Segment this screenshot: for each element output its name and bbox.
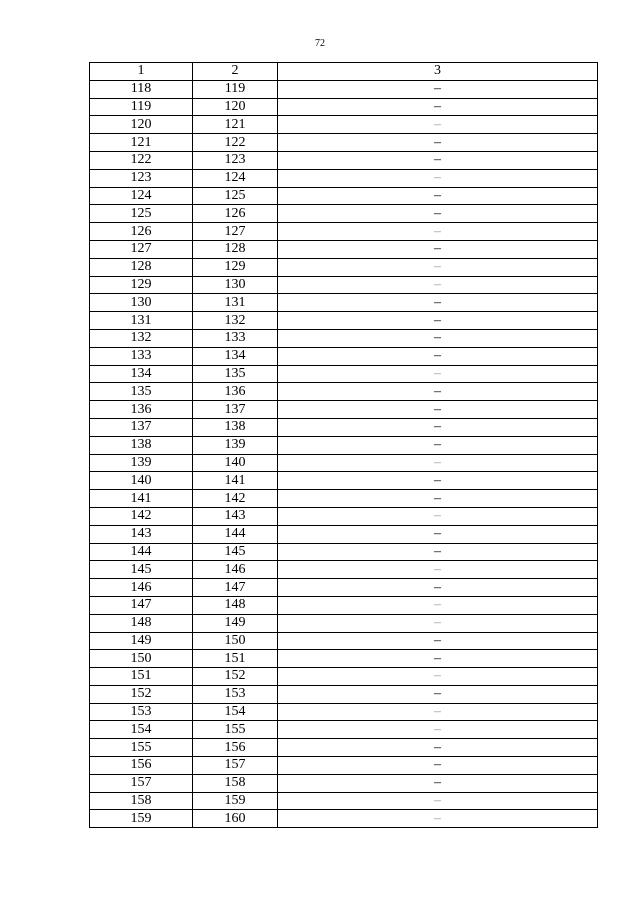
cell-col3: – xyxy=(278,543,598,561)
table-row xyxy=(90,454,598,472)
cell-col2: 135 xyxy=(193,365,278,383)
table-row xyxy=(90,258,598,276)
table-row xyxy=(90,792,598,810)
cell-col1: 130 xyxy=(90,294,193,312)
cell-col2: 132 xyxy=(193,312,278,330)
cell-col2: 144 xyxy=(193,525,278,543)
table-row xyxy=(90,134,598,152)
cell-col1: 142 xyxy=(90,507,193,525)
cell-col1: 141 xyxy=(90,490,193,508)
table-row xyxy=(90,721,598,739)
cell-col3: – xyxy=(278,579,598,597)
cell-col1: 139 xyxy=(90,454,193,472)
cell-col1: 147 xyxy=(90,596,193,614)
table-row xyxy=(90,668,598,686)
cell-col3: – xyxy=(278,98,598,116)
cell-col3: – xyxy=(278,614,598,632)
cell-col3: – xyxy=(278,151,598,169)
cell-col3: – xyxy=(278,223,598,241)
cell-col3: – xyxy=(278,632,598,650)
cell-col2: 155 xyxy=(193,721,278,739)
cell-col3: – xyxy=(278,365,598,383)
column-header-2: 2 xyxy=(193,63,278,81)
cell-col3: – xyxy=(278,240,598,258)
cell-col1: 150 xyxy=(90,650,193,668)
table-row xyxy=(90,418,598,436)
table-row xyxy=(90,347,598,365)
cell-col2: 154 xyxy=(193,703,278,721)
table-row xyxy=(90,276,598,294)
cell-col1: 123 xyxy=(90,169,193,187)
cell-col3: – xyxy=(278,401,598,419)
cell-col1: 153 xyxy=(90,703,193,721)
cell-col2: 151 xyxy=(193,650,278,668)
table-row xyxy=(90,365,598,383)
table-row xyxy=(90,472,598,490)
cell-col1: 133 xyxy=(90,347,193,365)
cell-col2: 138 xyxy=(193,418,278,436)
cell-col1: 159 xyxy=(90,810,193,828)
cell-col2: 126 xyxy=(193,205,278,223)
data-table xyxy=(89,62,598,828)
cell-col2: 137 xyxy=(193,401,278,419)
table-row xyxy=(90,401,598,419)
cell-col3: – xyxy=(278,490,598,508)
cell-col3: – xyxy=(278,810,598,828)
cell-col3: – xyxy=(278,472,598,490)
cell-col2: 122 xyxy=(193,134,278,152)
cell-col2: 143 xyxy=(193,507,278,525)
cell-col1: 148 xyxy=(90,614,193,632)
cell-col2: 150 xyxy=(193,632,278,650)
cell-col1: 144 xyxy=(90,543,193,561)
cell-col2: 128 xyxy=(193,240,278,258)
table-row xyxy=(90,543,598,561)
cell-col3: – xyxy=(278,329,598,347)
cell-col1: 129 xyxy=(90,276,193,294)
cell-col3: – xyxy=(278,312,598,330)
table-row xyxy=(90,205,598,223)
cell-col2: 133 xyxy=(193,329,278,347)
table-row xyxy=(90,650,598,668)
cell-col2: 141 xyxy=(193,472,278,490)
table-row xyxy=(90,596,598,614)
cell-col1: 125 xyxy=(90,205,193,223)
cell-col3: – xyxy=(278,774,598,792)
cell-col3: – xyxy=(278,703,598,721)
cell-col3: – xyxy=(278,507,598,525)
cell-col2: 125 xyxy=(193,187,278,205)
cell-col1: 140 xyxy=(90,472,193,490)
table-row xyxy=(90,383,598,401)
table-row xyxy=(90,169,598,187)
cell-col1: 119 xyxy=(90,98,193,116)
cell-col2: 134 xyxy=(193,347,278,365)
cell-col2: 157 xyxy=(193,757,278,775)
cell-col3: – xyxy=(278,187,598,205)
cell-col2: 156 xyxy=(193,739,278,757)
table-row xyxy=(90,151,598,169)
table-row xyxy=(90,739,598,757)
cell-col2: 149 xyxy=(193,614,278,632)
cell-col3: – xyxy=(278,134,598,152)
cell-col2: 124 xyxy=(193,169,278,187)
table-row xyxy=(90,240,598,258)
table-row xyxy=(90,223,598,241)
cell-col3: – xyxy=(278,650,598,668)
cell-col1: 151 xyxy=(90,668,193,686)
cell-col2: 123 xyxy=(193,151,278,169)
cell-col3: – xyxy=(278,205,598,223)
cell-col3: – xyxy=(278,383,598,401)
table-row xyxy=(90,632,598,650)
cell-col2: 127 xyxy=(193,223,278,241)
table-row xyxy=(90,507,598,525)
cell-col2: 119 xyxy=(193,80,278,98)
cell-col1: 124 xyxy=(90,187,193,205)
cell-col3: – xyxy=(278,792,598,810)
cell-col2: 142 xyxy=(193,490,278,508)
cell-col1: 158 xyxy=(90,792,193,810)
cell-col3: – xyxy=(278,258,598,276)
cell-col3: – xyxy=(278,347,598,365)
cell-col1: 154 xyxy=(90,721,193,739)
table-row xyxy=(90,436,598,454)
cell-col1: 157 xyxy=(90,774,193,792)
cell-col2: 158 xyxy=(193,774,278,792)
cell-col1: 127 xyxy=(90,240,193,258)
cell-col1: 137 xyxy=(90,418,193,436)
cell-col2: 152 xyxy=(193,668,278,686)
cell-col3: – xyxy=(278,436,598,454)
cell-col2: 148 xyxy=(193,596,278,614)
cell-col1: 132 xyxy=(90,329,193,347)
table-row xyxy=(90,525,598,543)
table-row xyxy=(90,80,598,98)
table-row xyxy=(90,614,598,632)
table-row xyxy=(90,329,598,347)
table-header xyxy=(90,63,598,81)
cell-col1: 126 xyxy=(90,223,193,241)
cell-col2: 160 xyxy=(193,810,278,828)
table-row xyxy=(90,703,598,721)
cell-col1: 145 xyxy=(90,561,193,579)
cell-col2: 147 xyxy=(193,579,278,597)
table-row xyxy=(90,774,598,792)
cell-col2: 140 xyxy=(193,454,278,472)
cell-col1: 118 xyxy=(90,80,193,98)
cell-col3: – xyxy=(278,418,598,436)
cell-col3: – xyxy=(278,561,598,579)
table-row xyxy=(90,187,598,205)
cell-col2: 130 xyxy=(193,276,278,294)
cell-col1: 136 xyxy=(90,401,193,419)
cell-col3: – xyxy=(278,739,598,757)
cell-col2: 159 xyxy=(193,792,278,810)
table-row xyxy=(90,98,598,116)
table-row xyxy=(90,810,598,828)
table-row xyxy=(90,757,598,775)
cell-col1: 121 xyxy=(90,134,193,152)
header-row xyxy=(90,63,598,81)
table-row xyxy=(90,685,598,703)
cell-col2: 153 xyxy=(193,685,278,703)
cell-col2: 146 xyxy=(193,561,278,579)
cell-col3: – xyxy=(278,596,598,614)
cell-col2: 121 xyxy=(193,116,278,134)
cell-col1: 143 xyxy=(90,525,193,543)
cell-col3: – xyxy=(278,721,598,739)
cell-col3: – xyxy=(278,685,598,703)
cell-col2: 139 xyxy=(193,436,278,454)
table-row xyxy=(90,116,598,134)
cell-col3: – xyxy=(278,525,598,543)
cell-col1: 135 xyxy=(90,383,193,401)
column-header-1: 1 xyxy=(90,63,193,81)
cell-col2: 145 xyxy=(193,543,278,561)
cell-col1: 131 xyxy=(90,312,193,330)
cell-col1: 122 xyxy=(90,151,193,169)
cell-col3: – xyxy=(278,668,598,686)
page-number: 72 xyxy=(315,38,325,49)
column-header-3: 3 xyxy=(278,63,598,81)
cell-col1: 134 xyxy=(90,365,193,383)
cell-col2: 136 xyxy=(193,383,278,401)
cell-col3: – xyxy=(278,80,598,98)
cell-col1: 128 xyxy=(90,258,193,276)
cell-col1: 120 xyxy=(90,116,193,134)
table-row xyxy=(90,561,598,579)
cell-col2: 129 xyxy=(193,258,278,276)
table-row xyxy=(90,294,598,312)
cell-col1: 149 xyxy=(90,632,193,650)
table-row xyxy=(90,490,598,508)
cell-col2: 120 xyxy=(193,98,278,116)
cell-col1: 146 xyxy=(90,579,193,597)
cell-col3: – xyxy=(278,276,598,294)
cell-col3: – xyxy=(278,169,598,187)
cell-col1: 152 xyxy=(90,685,193,703)
cell-col1: 156 xyxy=(90,757,193,775)
table-row xyxy=(90,579,598,597)
table-row xyxy=(90,312,598,330)
cell-col3: – xyxy=(278,116,598,134)
table-body xyxy=(90,80,598,827)
cell-col1: 155 xyxy=(90,739,193,757)
cell-col1: 138 xyxy=(90,436,193,454)
cell-col2: 131 xyxy=(193,294,278,312)
cell-col3: – xyxy=(278,454,598,472)
cell-col3: – xyxy=(278,294,598,312)
cell-col3: – xyxy=(278,757,598,775)
